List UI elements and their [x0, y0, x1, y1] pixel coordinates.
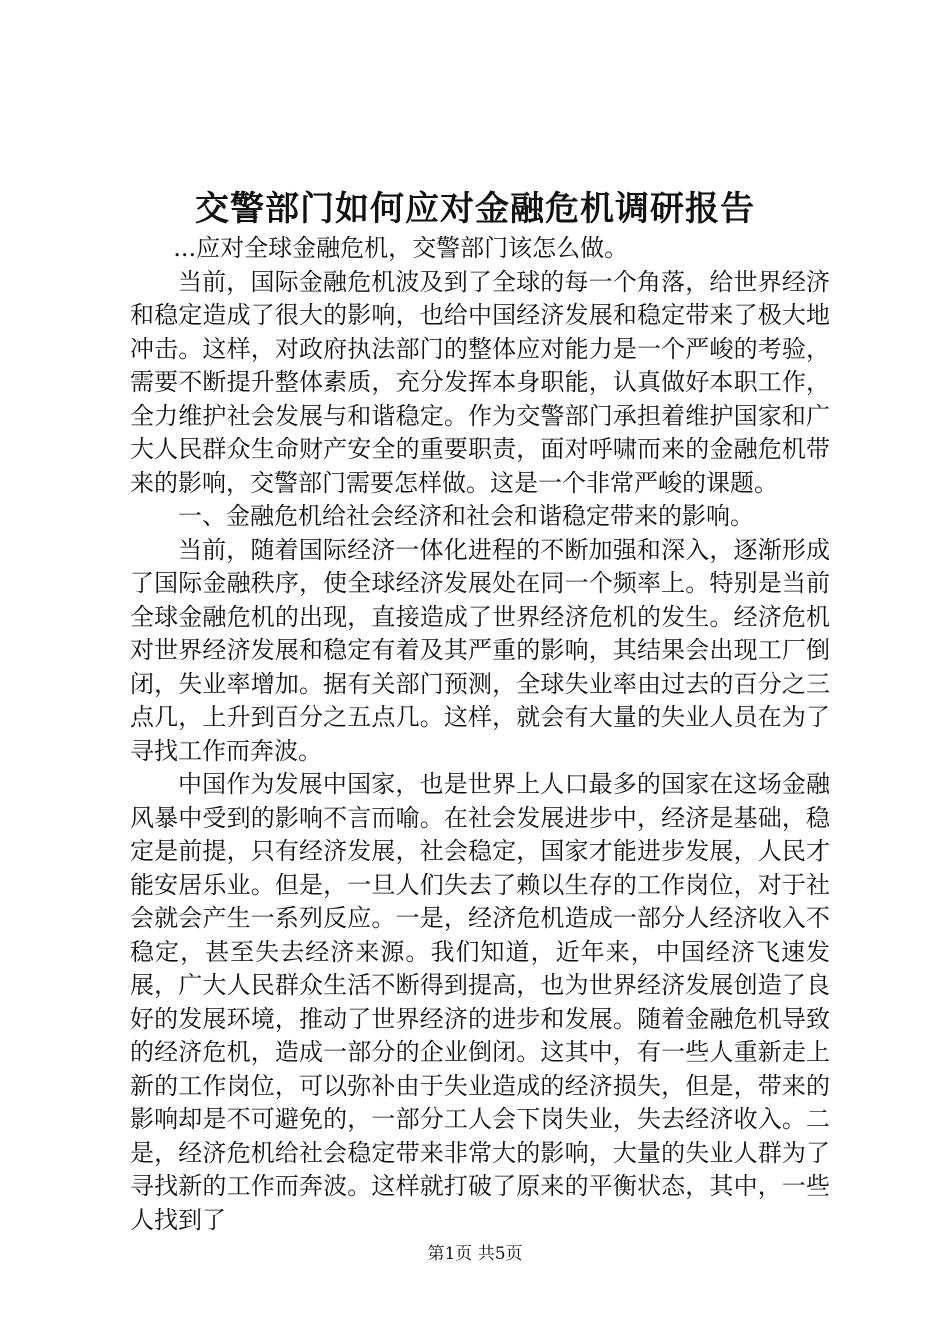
- body-paragraph: 当前，随着国际经济一体化进程的不断加强和深入，逐渐形成了国际金融秩序，使全球经济发展处在同一个频率上。特别是当前全球金融危机的出现，直接造成了世界经济危机的发生。经济危机对世界经济发展和稳定有着及其严重的影响，其结果会出现工厂倒闭，失业率增加。据有关部门预测，全球失业率由过去的百分之三点几，上升到百分之五点几。这样，就会有大量的失业人员在为了寻找工作而奔波。: [130, 535, 830, 765]
- document-title: 交警部门如何应对金融危机调研报告: [195, 189, 755, 229]
- section-heading: 一、金融危机给社会经济和社会和谐稳定带来的影响。: [178, 502, 754, 530]
- document-body: [130, 232, 830, 1237]
- page-footer: 第1页 共5页: [427, 1244, 523, 1264]
- intro-paragraph: ...应对全球金融危机，交警部门该怎么做。: [173, 234, 629, 262]
- body-paragraph: 当前，国际金融危机波及到了全球的每一个角落，给世界经济和稳定造成了很大的影响，也给中国经济发展和稳定带来了极大地冲击。这样，对政府执法部门的整体应对能力是一个严峻的考验，需要不断提升整体素质，充分发挥本身职能，认真做好本职工作，全力维护社会发展与和谐稳定。作为交警部门承担着维护国家和广大人民群众生命财产安全的重要职责，面对呼啸而来的金融危机带来的影响，交警部门需要怎样做。这是一个非常严峻的课题。: [130, 267, 830, 497]
- body-paragraph: 中国作为发展中国家，也是世界上人口最多的国家在这场金融风暴中受到的影响不言而喻。在社会发展进步中，经济是基础，稳定是前提，只有经济发展，社会稳定，国家才能进步发展，人民才能安居乐业。但是，一旦人们失去了赖以生存的工作岗位，对于社会就会产生一系列反应。一是，经济危机造成一部分人经济收入不稳定，甚至失去经济来源。我们知道，近年来，中国经济飞速发展，广大人民群众生活不断得到提高，也为世界经济发展创造了良好的发展环境，推动了世界经济的进步和发展。随着金融危机导致的经济危机，造成一部分的企业倒闭。这其中，有一些人重新走上新的工作岗位，可以弥补由于失业造成的经济损失，但是，带来的影响却是不可避免的，一部分工人会下岗失业，失去经济收入。二是，经济危机给社会稳定带来非常大的影响，大量的失业人群为了寻找新的工作而奔波。这样就打破了原来的平衡状态，其中，一些人找到了: [130, 770, 830, 1234]
